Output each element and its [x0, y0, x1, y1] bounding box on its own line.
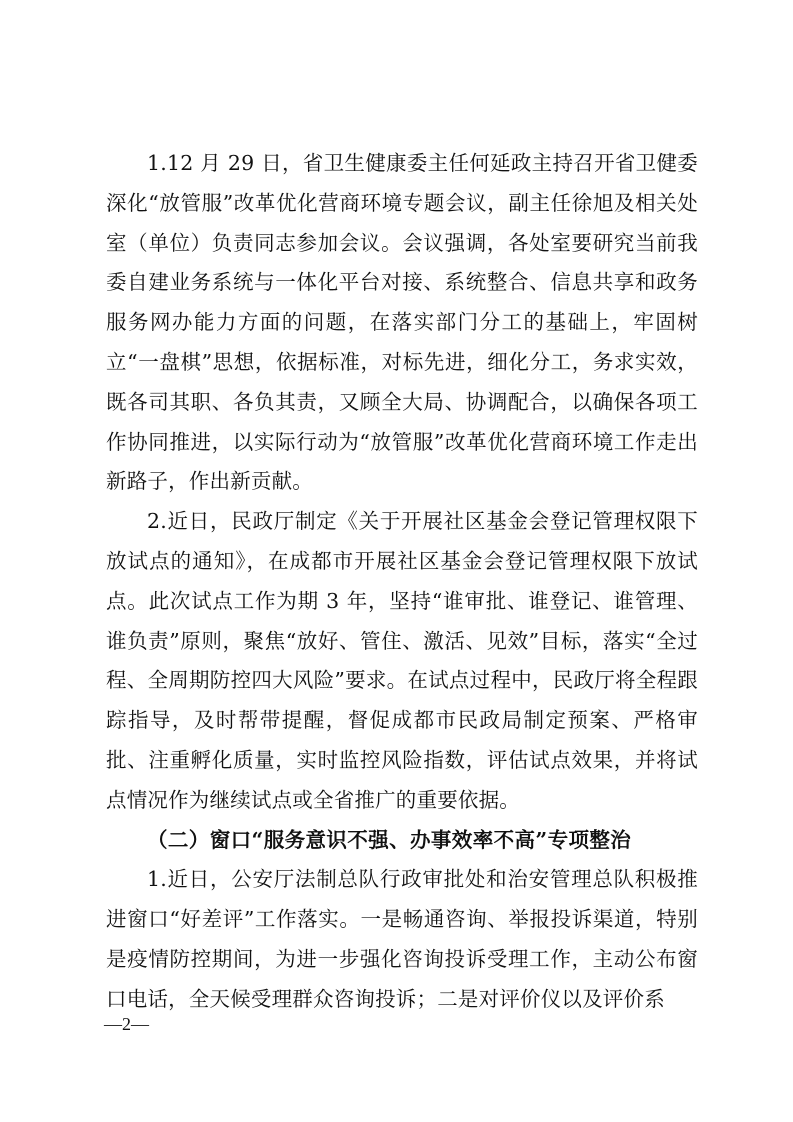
section-heading-window-rectification: （二）窗口“服务意识不强、办事效率不高”专项整治	[147, 827, 632, 852]
paragraph-health-commission-meeting: 1.12 月 29 日，省卫生健康委主任何延政主持召开省卫健委深化“放管服”改革优化营商环境专题会议，副主任徐旭及相关处室（单位）负责同志参加会议。会议强调，各处室要研究当前我委自建业务系统与一体化平台对接、系统整合、信息共享和政务服务网办能力方面的问题，在落实部门分工的基础上，牢固树立“一盘棋”思想，依据标准，对标先进，细化分工，务求实效，既各司其职、各负其责，又顾全大局、协调配合，以确保各项工作协同推进，以实际行动为“放管服”改革优化营商环境工作走出新路子，作出新贡献。	[106, 151, 698, 494]
paragraph-public-security-evaluation: 1.近日，公安厅法制总队行政审批处和治安管理总队积极推进窗口“好差评”工作落实。一是畅通咨询、举报投诉渠道，特别是疫情防控期间，为进一步强化咨询投诉受理工作，主动公布窗口电话，全天候受理群众咨询投诉；二是对评价仪以及评价系	[106, 867, 698, 1011]
document-body	[106, 144, 698, 1020]
paragraph-civil-affairs-pilot: 2.近日，民政厅制定《关于开展社区基金会登记管理权限下放试点的通知》，在成都市开展社区基金会登记管理权限下放试点。此次试点工作为期 3 年，坚持“谁审批、谁登记、谁管理、谁负责”原则，聚焦“放好、管住、激活、见效”目标，落实“全过程、全周期防控四大风险”要求。在试点过程中，民政厅将全程跟踪指导，及时帮带提醒，督促成都市民政局制定预案、严格审批、注重孵化质量，实时监控风险指数，评估试点效果，并将试点情况作为继续试点或全省推广的重要依据。	[106, 509, 698, 812]
page-number: —2—	[104, 1014, 149, 1034]
